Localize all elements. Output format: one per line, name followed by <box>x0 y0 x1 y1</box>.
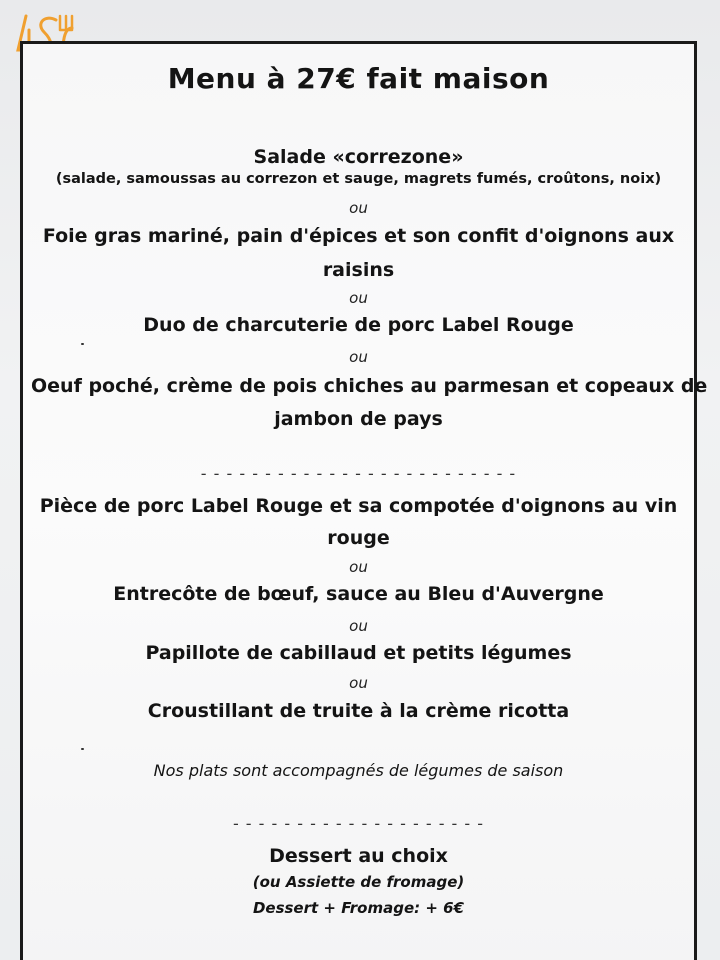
dish-salade-description: (salade, samoussas au correzon et sauge, magrets fumés, croûtons, noix) <box>55 171 662 187</box>
paper-speck <box>81 343 84 345</box>
or-separator: ou <box>349 289 368 307</box>
menu-frame <box>20 41 708 960</box>
dish-salade: Salade «correzone» <box>253 146 464 168</box>
dish-entrecote: Entrecôte de bœuf, sauce au Bleu d'Auvergne <box>113 583 604 605</box>
or-separator: ou <box>349 558 368 576</box>
dessert-title: Dessert au choix <box>269 845 448 867</box>
menu-title: Menu à 27€ fait maison <box>167 62 550 95</box>
or-separator: ou <box>349 674 368 692</box>
section-divider: - - - - - - - - - - - - - - - - - - - - <box>232 814 485 833</box>
dish-foie-gras: Foie gras mariné, pain d'épices et son confit d'oignons aux <box>42 225 675 247</box>
section-divider: - - - - - - - - - - - - - - - - - - - - - - - - - <box>200 464 517 483</box>
or-separator: ou <box>349 348 368 366</box>
dish-oeuf-poche: Oeuf poché, crème de pois chiches au parmesan et copeaux de <box>31 375 708 397</box>
dessert-cheese-supplement: Dessert + Fromage: + 6€ <box>252 899 465 917</box>
dish-oeuf-poche-cont: jambon de pays <box>274 408 443 430</box>
paper-speck <box>81 748 84 750</box>
dessert-alternative: (ou Assiette de fromage) <box>252 873 465 891</box>
dish-piece-de-porc-cont: rouge <box>327 527 390 549</box>
dish-foie-gras-cont: raisins <box>322 259 395 281</box>
or-separator: ou <box>349 617 368 635</box>
dish-papillote: Papillote de cabillaud et petits légumes <box>145 642 572 664</box>
dish-croustillant: Croustillant de truite à la crème ricotta <box>147 700 570 722</box>
side-dish-note: Nos plats sont accompagnés de légumes de saison <box>153 761 564 780</box>
dish-piece-de-porc: Pièce de porc Label Rouge et sa compotée d'oignons au vin <box>39 495 678 517</box>
dish-duo-charcuterie: Duo de charcuterie de porc Label Rouge <box>143 314 574 336</box>
or-separator: ou <box>349 199 368 217</box>
